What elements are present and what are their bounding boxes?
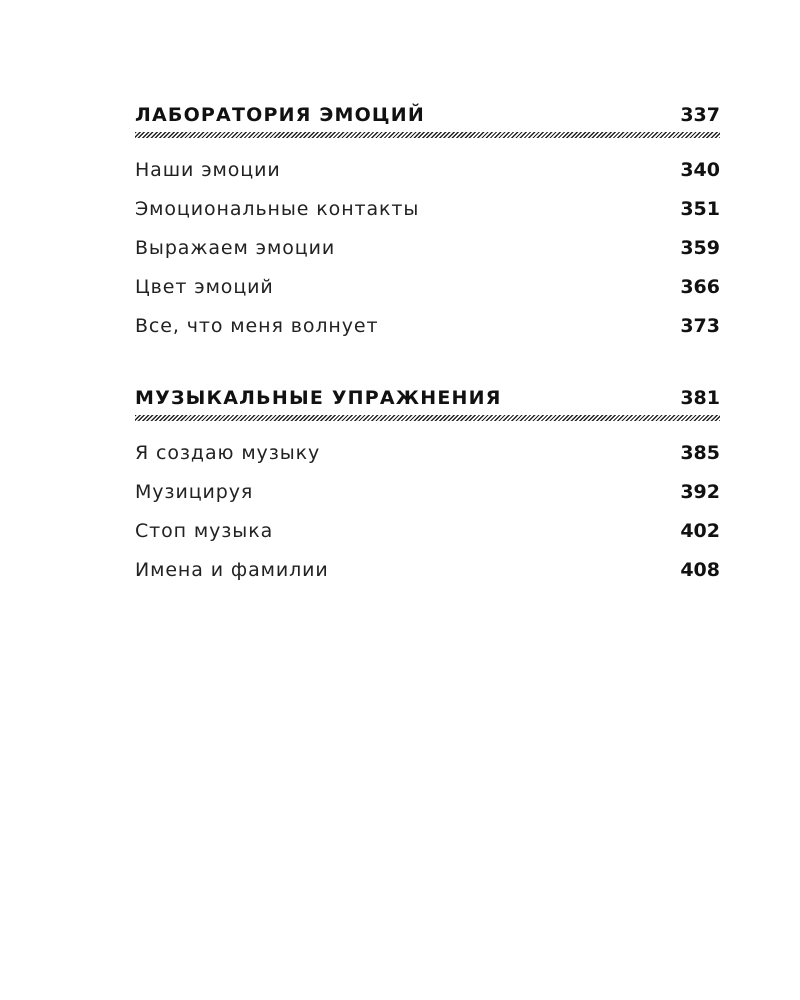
section-header[interactable] — [135, 383, 720, 413]
section-page-number: 381 — [680, 387, 720, 409]
toc-entry[interactable] — [135, 473, 720, 512]
entry-title: Наши эмоции — [135, 159, 281, 181]
entry-page-number: 402 — [680, 520, 720, 542]
toc-entry[interactable] — [135, 551, 720, 590]
section-header[interactable] — [135, 100, 720, 130]
entry-page-number: 340 — [680, 159, 720, 181]
entry-page-number: 392 — [680, 481, 720, 503]
toc-entry[interactable] — [135, 512, 720, 551]
entry-page-number: 385 — [680, 442, 720, 464]
section-entries — [135, 151, 720, 346]
toc-entry[interactable] — [135, 190, 720, 229]
entry-title: Стоп музыка — [135, 520, 274, 542]
entry-title: Все, что меня волнует — [135, 315, 379, 337]
entry-title: Имена и фамилии — [135, 559, 329, 581]
entry-page-number: 408 — [680, 559, 720, 581]
section-entries — [135, 434, 720, 590]
hatched-divider — [135, 132, 720, 138]
toc-entry[interactable] — [135, 268, 720, 307]
section-title: МУЗЫКАЛЬНЫЕ УПРАЖНЕНИЯ — [135, 387, 502, 409]
table-of-contents — [135, 100, 720, 590]
entry-title: Цвет эмоций — [135, 276, 274, 298]
entry-title: Выражаем эмоции — [135, 237, 336, 259]
entry-title: Музицируя — [135, 481, 254, 503]
entry-title: Эмоциональные контакты — [135, 198, 420, 220]
toc-entry[interactable] — [135, 229, 720, 268]
hatched-divider — [135, 415, 720, 421]
entry-title: Я создаю музыку — [135, 442, 321, 464]
entry-page-number: 359 — [680, 237, 720, 259]
toc-section-emotions-lab — [135, 100, 720, 346]
entry-page-number: 351 — [680, 198, 720, 220]
toc-section-music-exercises — [135, 383, 720, 590]
toc-entry[interactable] — [135, 307, 720, 346]
toc-entry[interactable] — [135, 151, 720, 190]
toc-entry[interactable] — [135, 434, 720, 473]
section-title: ЛАБОРАТОРИЯ ЭМОЦИЙ — [135, 104, 425, 126]
entry-page-number: 373 — [680, 315, 720, 337]
section-page-number: 337 — [680, 104, 720, 126]
entry-page-number: 366 — [680, 276, 720, 298]
